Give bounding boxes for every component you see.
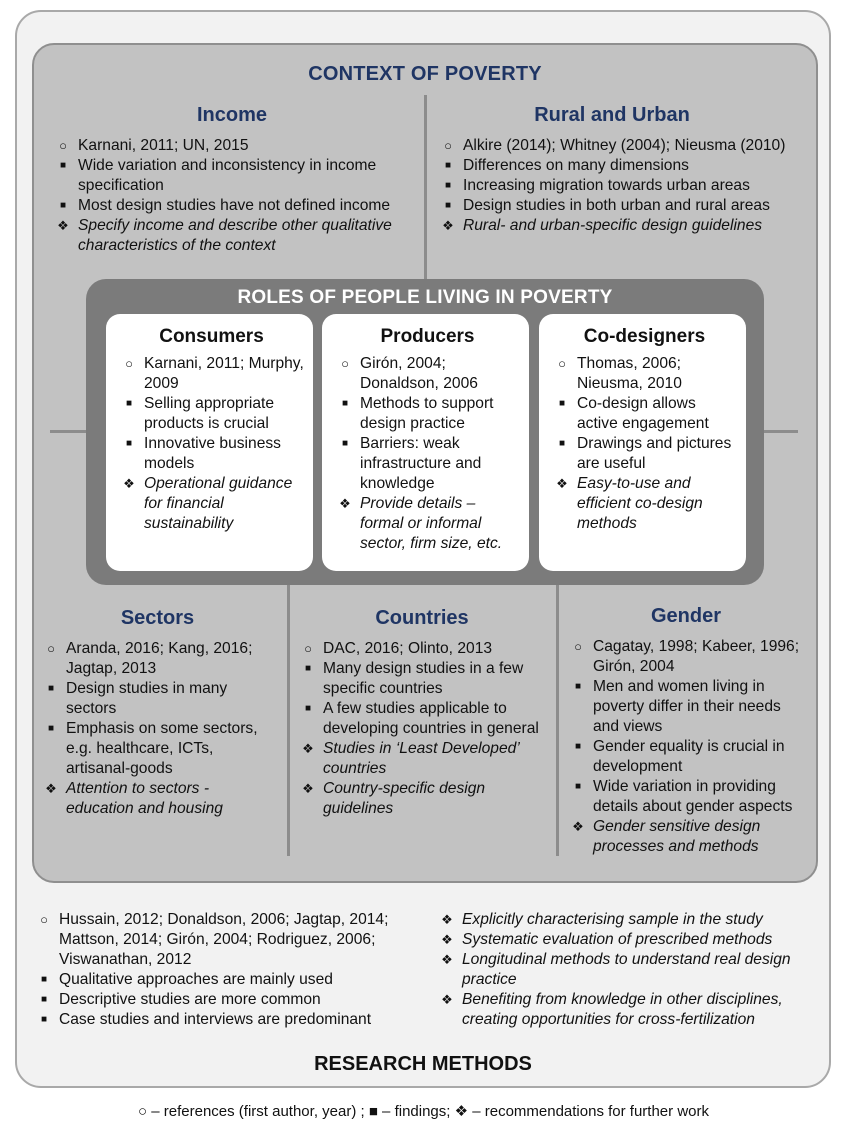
recommendation-item <box>118 474 305 534</box>
research-left-list <box>33 910 418 1030</box>
item-text: Gender sensitive design processes and methods <box>593 818 761 855</box>
item-text: Girón, 2004; Donaldson, 2006 <box>360 355 478 392</box>
square-bullet-icon: ■ <box>341 398 349 409</box>
reference-item <box>437 136 802 156</box>
recommendation-item <box>551 474 738 534</box>
item-text: Karnani, 2011; UN, 2015 <box>78 137 249 154</box>
diamond-bullet-icon: ❖ <box>442 218 454 233</box>
item-text: Specify income and describe other qualitative characteristics of the context <box>78 217 392 254</box>
square-bullet-icon: ■ <box>125 438 133 449</box>
item-text: Methods to support design practice <box>360 395 494 432</box>
square-bullet-icon: ■ <box>574 681 582 692</box>
square-bullet-icon: ■ <box>574 741 582 752</box>
finding-item <box>567 777 807 817</box>
rural-urban-list <box>437 136 802 236</box>
item-text: Studies in ‘Least Developed’ countries <box>323 740 519 777</box>
finding-item <box>567 737 807 777</box>
finding-item <box>334 434 521 494</box>
finding-item <box>437 176 802 196</box>
circle-bullet-icon: ○ <box>341 356 349 371</box>
finding-item <box>334 394 521 434</box>
finding-item <box>297 659 549 699</box>
item-text: Benefiting from knowledge in other disciplines, creating opportunities for cross-fertilization <box>462 991 783 1028</box>
circle-bullet-icon: ○ <box>40 912 48 927</box>
diamond-bullet-icon: ❖ <box>441 912 453 927</box>
circle-bullet-icon: ○ <box>304 641 312 656</box>
gender-title: Gender <box>650 605 722 627</box>
item-text: Longitudinal methods to understand real design practice <box>462 951 791 988</box>
finding-item <box>437 196 802 216</box>
reference-item <box>40 639 280 679</box>
item-text: Most design studies have not defined income <box>78 197 391 214</box>
item-text: Barriers: weak infrastructure and knowledge <box>360 435 482 492</box>
item-text: Rural- and urban-specific design guidelines <box>463 217 763 234</box>
research-right <box>436 910 821 1030</box>
circle-bullet-icon: ○ <box>444 138 452 153</box>
item-text: DAC, 2016; Olinto, 2013 <box>323 640 493 657</box>
square-bullet-icon: ■ <box>444 200 452 211</box>
recommendation-item <box>52 216 417 256</box>
diamond-bullet-icon: ❖ <box>123 476 135 491</box>
divider-right <box>760 430 798 433</box>
divider-left <box>50 430 90 433</box>
producers-card <box>322 314 529 571</box>
square-bullet-icon: ■ <box>304 703 312 714</box>
item-text: Drawings and pictures are useful <box>577 435 732 472</box>
finding-item <box>551 394 738 434</box>
item-text: Emphasis on some sectors, e.g. healthcare, ICTs, artisanal-goods <box>66 720 258 777</box>
item-text: Qualitative approaches are mainly used <box>59 971 333 988</box>
divider-top <box>424 95 427 280</box>
circle-bullet-icon: ○ <box>47 641 55 656</box>
recommendation-item <box>436 910 821 930</box>
finding-item <box>551 434 738 474</box>
item-text: Differences on many dimensions <box>463 157 689 174</box>
finding-item <box>33 970 418 990</box>
finding-item <box>40 719 280 779</box>
reference-item <box>334 354 521 394</box>
income-list <box>52 136 417 256</box>
codesigners-list <box>551 354 738 534</box>
diamond-bullet-icon: ❖ <box>441 952 453 967</box>
item-text: Easy-to-use and efficient co-design methods <box>577 475 703 532</box>
diamond-bullet-icon: ❖ <box>572 819 584 834</box>
producers-list <box>334 354 521 554</box>
item-text: Wide variation in providing details about gender aspects <box>593 778 793 815</box>
item-text: Increasing migration towards urban areas <box>463 177 750 194</box>
reference-item <box>567 637 807 677</box>
sectors-section <box>40 607 280 819</box>
recommendation-item <box>567 817 807 857</box>
countries-title: Countries <box>375 607 469 629</box>
research-right-list <box>436 910 821 1030</box>
context-title: CONTEXT OF POVERTY <box>308 63 542 85</box>
finding-item <box>118 434 305 474</box>
countries-section <box>297 607 549 819</box>
roles-title: ROLES OF PEOPLE LIVING IN POVERTY <box>237 287 613 308</box>
divider-bottom-right <box>556 584 559 856</box>
item-text: Hussain, 2012; Donaldson, 2006; Jagtap, 2014; Mattson, 2014; Girón, 2004; Rodriguez, 2006; Viswanathan, 2012 <box>59 911 389 968</box>
diamond-bullet-icon: ❖ <box>57 218 69 233</box>
square-bullet-icon: ■ <box>125 398 133 409</box>
square-bullet-icon: ■ <box>40 974 48 985</box>
gender-section <box>567 605 807 857</box>
recommendation-item <box>436 950 821 990</box>
rural-urban-section <box>437 104 802 236</box>
reference-item <box>52 136 417 156</box>
finding-item <box>437 156 802 176</box>
finding-item <box>297 699 549 739</box>
research-left <box>33 910 418 1030</box>
square-bullet-icon: ■ <box>47 723 55 734</box>
square-bullet-icon: ■ <box>40 1014 48 1025</box>
divider-bottom-left <box>287 584 290 856</box>
diamond-bullet-icon: ❖ <box>556 476 568 491</box>
research-methods-title: RESEARCH METHODS <box>314 1053 532 1075</box>
recommendation-item <box>297 739 549 779</box>
legend: ○ – references (first author, year) ; ■ – findings; ❖ – recommendations for further work <box>138 1103 709 1120</box>
reference-item <box>33 910 418 970</box>
recommendation-item <box>436 990 821 1030</box>
consumers-list <box>118 354 305 534</box>
diamond-bullet-icon: ❖ <box>302 781 314 796</box>
reference-item <box>118 354 305 394</box>
finding-item <box>33 1010 418 1030</box>
item-text: Explicitly characterising sample in the study <box>462 911 763 928</box>
item-text: Innovative business models <box>144 435 281 472</box>
item-text: A few studies applicable to developing countries in general <box>323 700 539 737</box>
finding-item <box>52 196 417 216</box>
reference-item <box>551 354 738 394</box>
item-text: Descriptive studies are more common <box>59 991 321 1008</box>
rural-urban-title: Rural and Urban <box>534 104 690 126</box>
recommendation-item <box>297 779 549 819</box>
finding-item <box>118 394 305 434</box>
diamond-bullet-icon: ❖ <box>441 992 453 1007</box>
finding-item <box>52 156 417 196</box>
recommendation-item <box>334 494 521 554</box>
sectors-list <box>40 639 280 819</box>
square-bullet-icon: ■ <box>59 200 67 211</box>
item-text: Many design studies in a few specific countries <box>323 660 524 697</box>
circle-bullet-icon: ○ <box>574 639 582 654</box>
consumers-card <box>106 314 313 571</box>
codesigners-card <box>539 314 746 571</box>
square-bullet-icon: ■ <box>47 683 55 694</box>
recommendation-item <box>436 930 821 950</box>
item-text: Design studies in many sectors <box>66 680 228 717</box>
circle-bullet-icon: ○ <box>59 138 67 153</box>
item-text: Thomas, 2006; Nieusma, 2010 <box>577 355 682 392</box>
income-title: Income <box>196 104 268 126</box>
item-text: Operational guidance for financial sustainability <box>144 475 293 532</box>
codesigners-title: Co-designers <box>583 326 706 347</box>
item-text: Provide details – formal or informal sector, firm size, etc. <box>360 495 503 552</box>
item-text: Karnani, 2011; Murphy, 2009 <box>144 355 304 392</box>
sectors-title: Sectors <box>120 607 195 629</box>
item-text: Country-specific design guidelines <box>323 780 486 817</box>
item-text: Alkire (2014); Whitney (2004); Nieusma (2010) <box>463 137 786 154</box>
diamond-bullet-icon: ❖ <box>302 741 314 756</box>
square-bullet-icon: ■ <box>59 160 67 171</box>
item-text: Design studies in both urban and rural areas <box>463 197 770 214</box>
finding-item <box>33 990 418 1010</box>
finding-item <box>567 677 807 737</box>
consumers-title: Consumers <box>159 326 264 347</box>
producers-title: Producers <box>380 326 475 347</box>
square-bullet-icon: ■ <box>558 438 566 449</box>
countries-list <box>297 639 549 819</box>
item-text: Co-design allows active engagement <box>577 395 709 432</box>
diamond-bullet-icon: ❖ <box>339 496 351 511</box>
square-bullet-icon: ■ <box>304 663 312 674</box>
gender-list <box>567 637 807 857</box>
item-text: Aranda, 2016; Kang, 2016; Jagtap, 2013 <box>66 640 253 677</box>
diamond-bullet-icon: ❖ <box>441 932 453 947</box>
item-text: Wide variation and inconsistency in income specification <box>78 157 377 194</box>
item-text: Case studies and interviews are predominant <box>59 1011 372 1028</box>
finding-item <box>40 679 280 719</box>
item-text: Men and women living in poverty differ in their needs and views <box>593 678 781 735</box>
square-bullet-icon: ■ <box>341 438 349 449</box>
reference-item <box>297 639 549 659</box>
diamond-bullet-icon: ❖ <box>45 781 57 796</box>
item-text: Cagatay, 1998; Kabeer, 1996; Girón, 2004 <box>593 638 800 675</box>
square-bullet-icon: ■ <box>558 398 566 409</box>
item-text: Gender equality is crucial in development <box>593 738 785 775</box>
item-text: Selling appropriate products is crucial <box>144 395 275 432</box>
square-bullet-icon: ■ <box>444 160 452 171</box>
item-text: Attention to sectors - education and housing <box>66 780 223 817</box>
income-section <box>52 104 417 256</box>
recommendation-item <box>437 216 802 236</box>
square-bullet-icon: ■ <box>40 994 48 1005</box>
square-bullet-icon: ■ <box>574 781 582 792</box>
circle-bullet-icon: ○ <box>125 356 133 371</box>
item-text: Systematic evaluation of prescribed methods <box>462 931 773 948</box>
recommendation-item <box>40 779 280 819</box>
square-bullet-icon: ■ <box>444 180 452 191</box>
circle-bullet-icon: ○ <box>558 356 566 371</box>
